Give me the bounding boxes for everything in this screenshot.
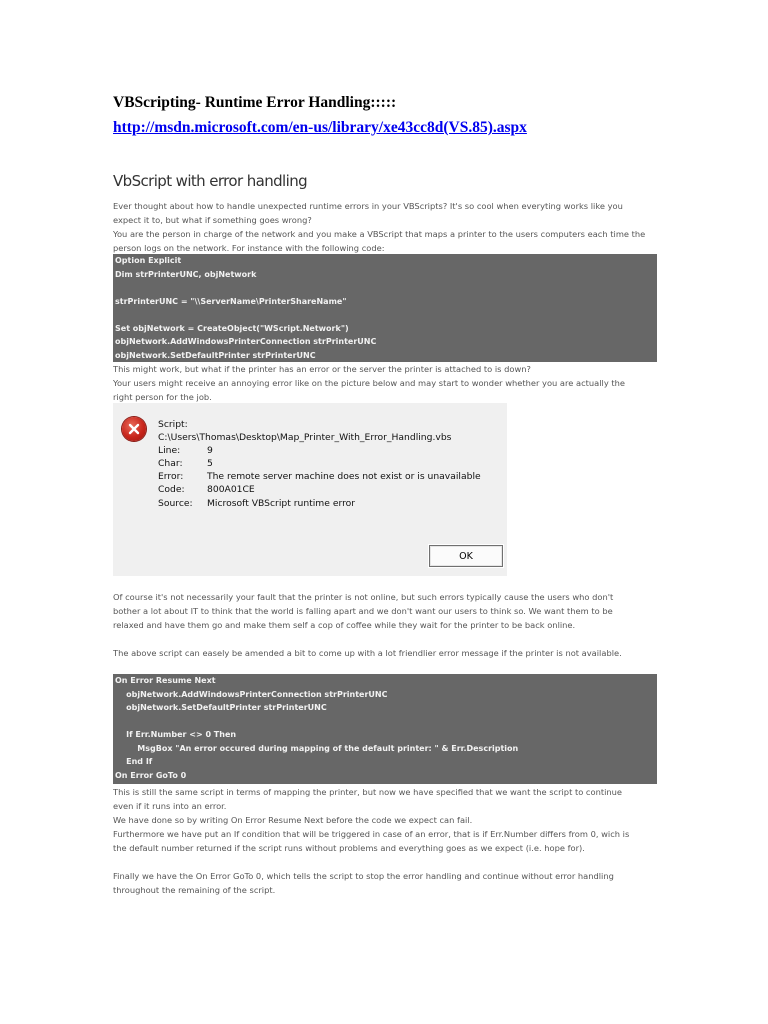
code-line: On Error GoTo 0 xyxy=(115,770,187,780)
dialog-error-value: The remote server machine does not exist or is unavailable xyxy=(207,471,481,482)
dialog-script-value: C:\Users\Thomas\Desktop\Map_Printer_With_Error_Handling.vbs xyxy=(158,432,452,443)
text-line: Of course it's not necessarily your fault that the printer is not online, but such errors typically cause the users who don't xyxy=(113,592,614,602)
code-line: objNetwork.SetDefaultPrinter strPrinterUNC xyxy=(115,350,316,360)
text-line: throughout the remaining of the script. xyxy=(113,885,276,895)
dialog-char-label: Char: xyxy=(158,458,183,469)
code-line: Set objNetwork = CreateObject("WScript.Network") xyxy=(115,323,349,333)
after-code2-paragraph xyxy=(113,785,658,855)
dialog-code-label: Code: xyxy=(158,484,185,495)
dialog-code-value: 800A01CE xyxy=(207,484,255,495)
code-line: On Error Resume Next xyxy=(115,676,216,685)
code-line xyxy=(115,281,657,295)
code-line: strPrinterUNC = "\\ServerName\PrinterShareName" xyxy=(115,296,347,306)
code-line: MsgBox "An error occured during mapping of the default printer: " & Err.Description xyxy=(115,743,519,753)
dialog-source-value: Microsoft VBScript runtime error xyxy=(207,498,356,509)
code-line: Option Explicit xyxy=(115,256,182,265)
page-title: VBScripting- Runtime Error Handling::::: xyxy=(113,94,397,111)
text-line: The above script can easely be amended a bit to come up with a lot friendlier error message if the printer is not available. xyxy=(113,648,622,658)
code-block-1 xyxy=(113,254,657,362)
dialog-source-label: Source: xyxy=(158,498,193,509)
section-heading: VbScript with error handling xyxy=(113,172,308,190)
fault-paragraph xyxy=(113,590,658,632)
text-line: Finally we have the On Error GoTo 0, which tells the script to stop the error handling and continue without error handling xyxy=(113,871,614,881)
after-code1-paragraph xyxy=(113,362,658,404)
text-line: Ever thought about how to handle unexpected runtime errors in your VBScripts? It's so cool when everyting works like you xyxy=(113,201,623,211)
text-line: even if it runs into an error. xyxy=(113,801,227,811)
final-paragraph xyxy=(113,869,658,897)
text-line: We have done so by writing On Error Resume Next before the code we expect can fail. xyxy=(113,815,473,825)
text-line: Your users might receive an annoying error like on the picture below and may start to wonder whether you are actually the xyxy=(113,378,625,388)
dialog-char-value: 5 xyxy=(207,458,213,469)
msdn-link[interactable]: http://msdn.microsoft.com/en-us/library/xe43cc8d(VS.85).aspx xyxy=(113,119,527,136)
error-icon xyxy=(122,417,146,441)
code-line xyxy=(115,715,657,729)
code-line: Dim strPrinterUNC, objNetwork xyxy=(115,269,257,279)
text-line: Furthermore we have put an If condition that will be triggered in case of an error, that is if Err.Number differs from 0, wich is xyxy=(113,829,630,839)
dialog-script-label: Script: xyxy=(158,419,188,430)
dialog-line-value: 9 xyxy=(207,445,213,456)
text-line: This is still the same script in terms of mapping the printer, but now we have specified that we want the script to continue xyxy=(113,787,623,797)
error-dialog-screenshot xyxy=(113,403,507,576)
text-line: You are the person in charge of the network and you make a VBScript that maps a printer to the users computers each time the xyxy=(113,229,646,239)
code-line: objNetwork.SetDefaultPrinter strPrinterUNC xyxy=(115,703,327,712)
text-line: This might work, but what if the printer has an error or the server the printer is attached to is down? xyxy=(113,364,531,374)
code-line: End If xyxy=(115,757,153,766)
text-line: relaxed and have them go and make them self a cop of coffee while they wait for the printer to be back online. xyxy=(113,620,576,630)
code-line: If Err.Number <> 0 Then xyxy=(115,730,237,739)
amend-paragraph xyxy=(113,646,658,660)
code-line: objNetwork.AddWindowsPrinterConnection strPrinterUNC xyxy=(115,337,377,346)
text-line: expect it to, but what if something goes wrong? xyxy=(113,215,312,225)
dialog-line-label: Line: xyxy=(158,445,181,456)
text-line: right person for the job. xyxy=(113,392,212,402)
code-line: objNetwork.AddWindowsPrinterConnection strPrinterUNC xyxy=(115,689,388,699)
text-line: the default number returned if the script runs without problems and everything goes as we expect (i.e. hope for). xyxy=(113,843,585,853)
text-line: bother a lot about IT to think that the world is falling apart and we don't want our users to think so. We want them to be xyxy=(113,606,613,616)
intro-paragraph xyxy=(113,199,658,255)
ok-button[interactable]: OK xyxy=(429,545,503,567)
code-line xyxy=(115,308,657,322)
dialog-error-label: Error: xyxy=(158,471,184,482)
text-line: person logs on the network. For instance with the following code: xyxy=(113,243,385,253)
code-block-2 xyxy=(113,674,657,784)
